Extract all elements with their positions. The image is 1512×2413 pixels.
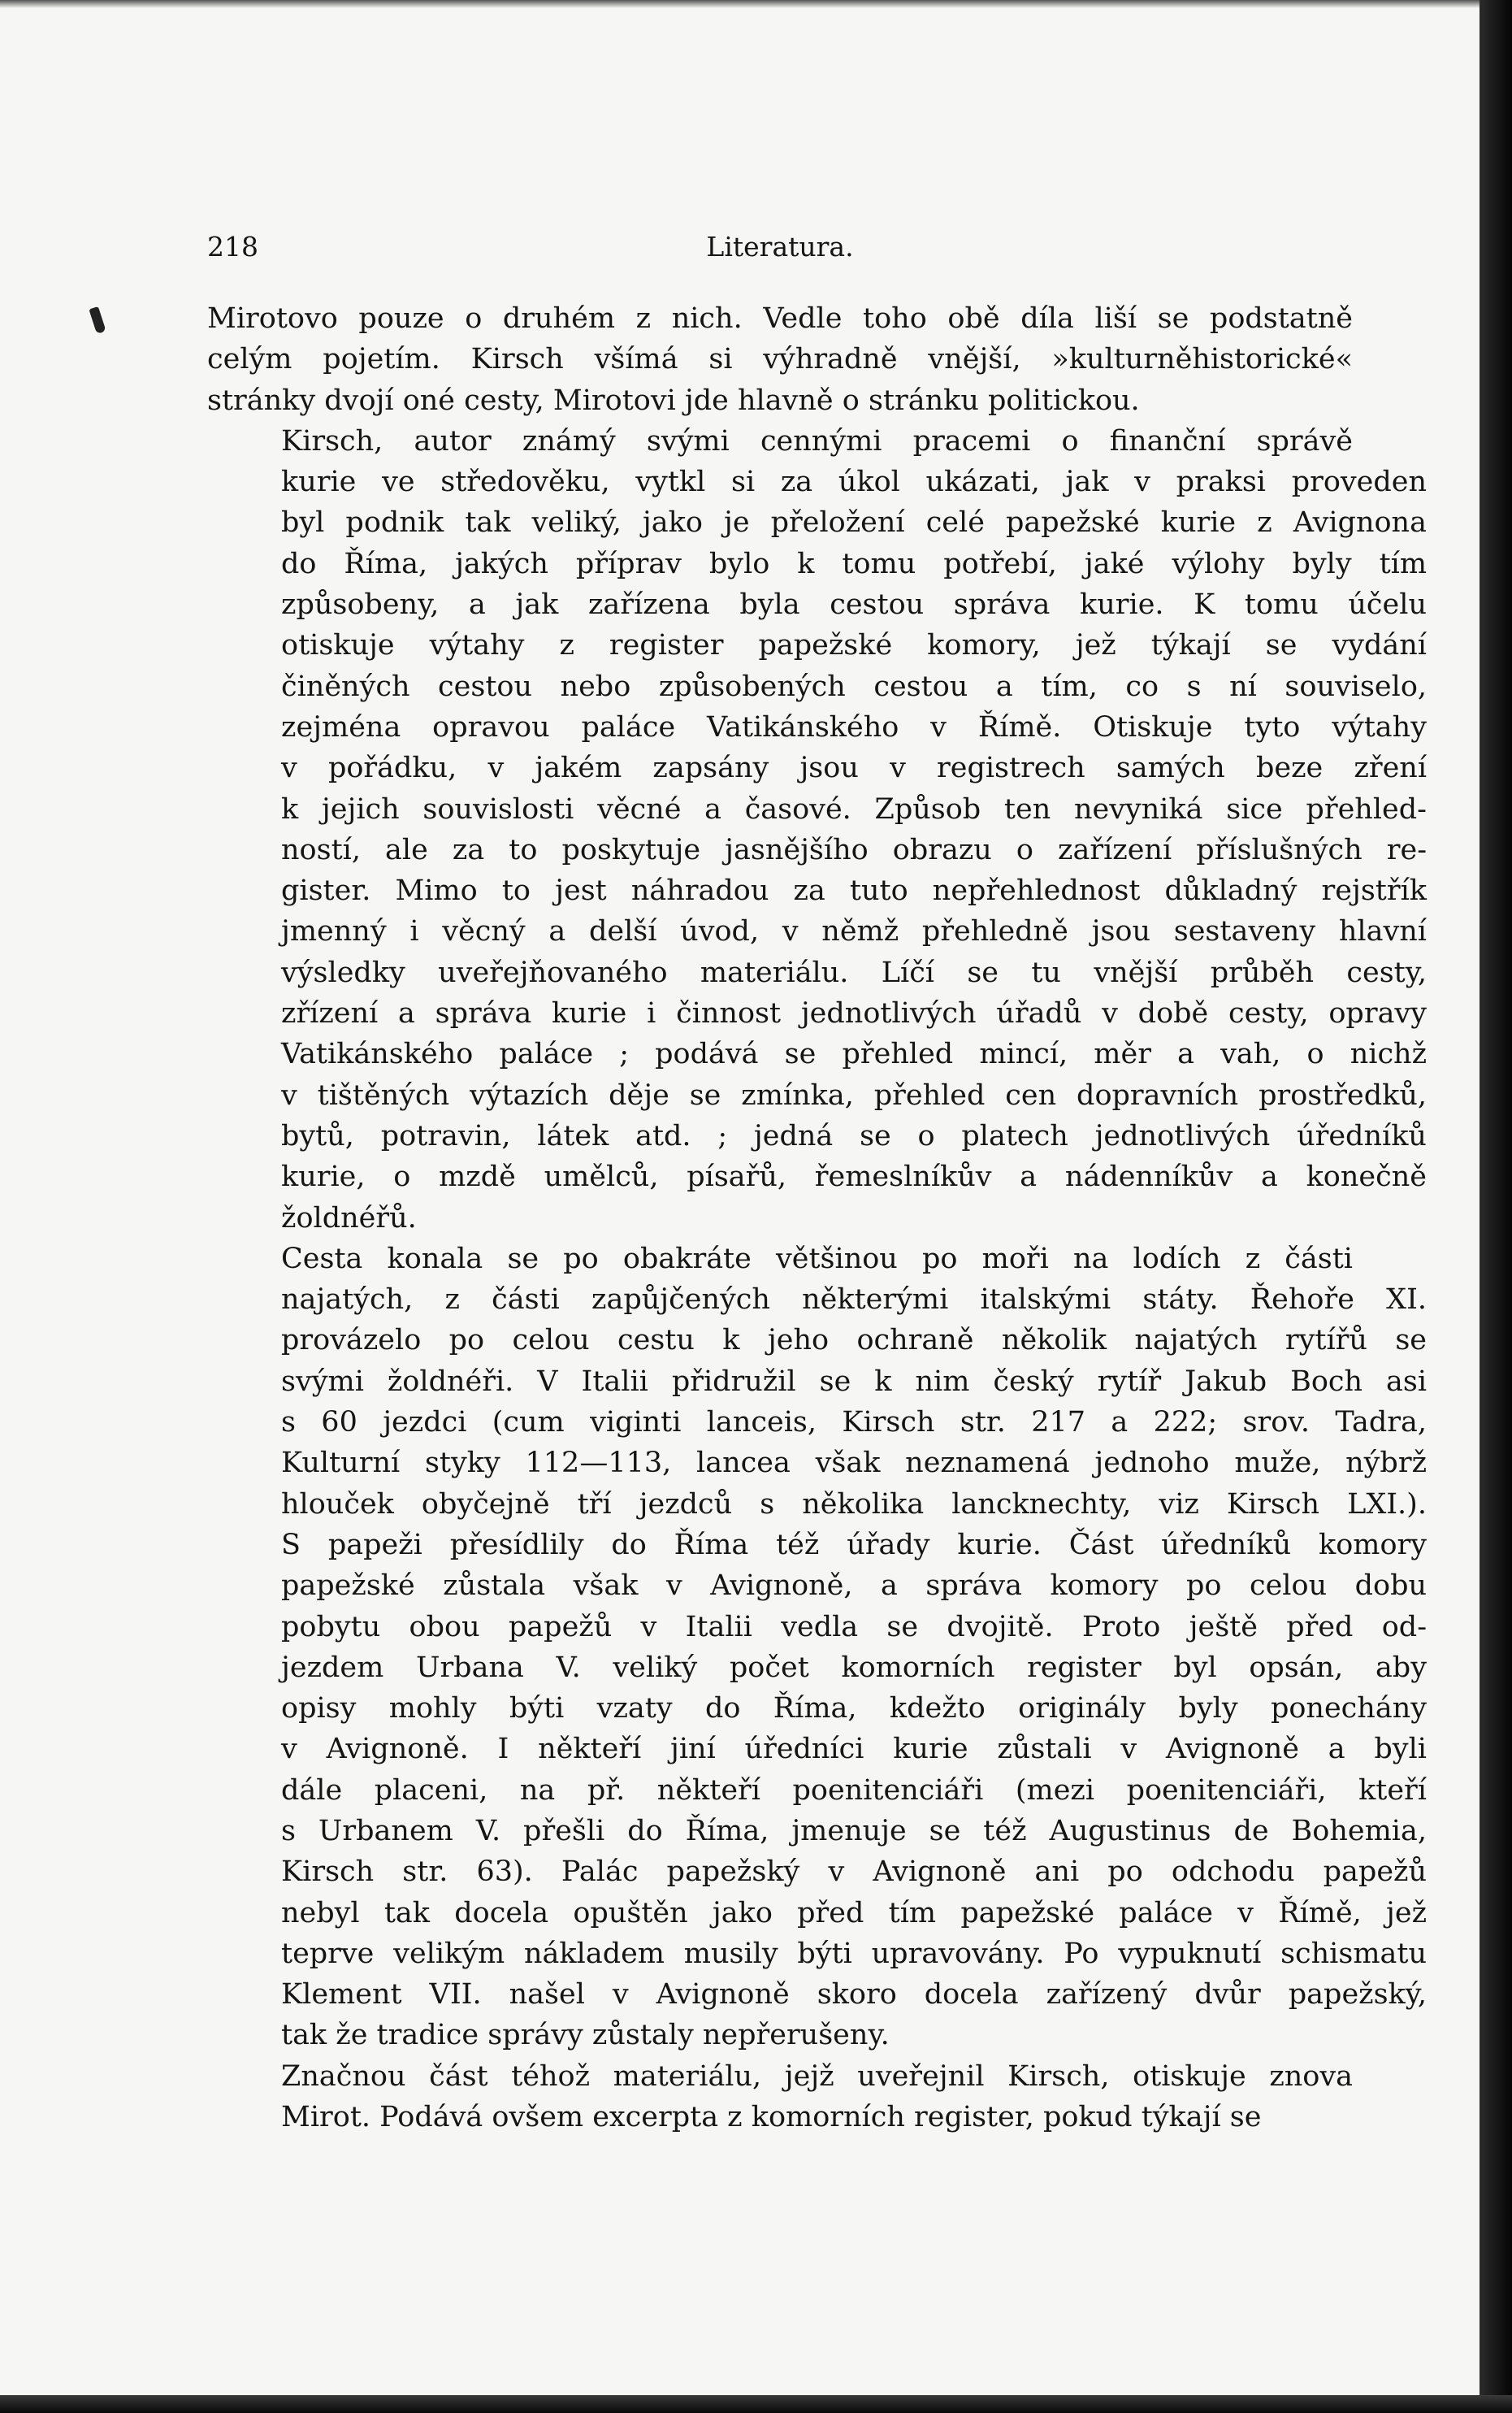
text-line: do Říma, jakých příprav bylo k tomu potřebí, jaké výlohy byly tím (281, 547, 1428, 580)
text-line: Kirsch str. 63). Palác papežský v Avignoně ani po odchodu papežů (281, 1855, 1428, 1889)
text-line: Kirsch, autor známý svými cennými pracemi o finanční správě (281, 424, 1354, 458)
text-line: dále placeni, na př. někteří poenitenciáři (mezi poenitenciáři, kteří (281, 1773, 1427, 1807)
text-line: výsledky uveřejňovaného materiálu. Líčí se tu vnější průběh cesty, (281, 956, 1427, 989)
text-line: Cesta konala se po obakráte většinou po moři na lodích z části (281, 1242, 1353, 1275)
text-line: Mirotovo pouze o druhém z nich. Vedle toho obě díla liší se podstatně (207, 302, 1354, 335)
text-line: v Avignoně. I někteří jiní úředníci kurie zůstali v Avignoně a byli (281, 1733, 1427, 1766)
text-line: Mirot. Podává ovšem excerpta z komorních register, pokud týkají se (281, 2101, 1262, 2134)
margin-ink-mark (89, 306, 106, 334)
text-line: otiskuje výtahy z register papežské komory, jež týkají se vydání (281, 629, 1428, 662)
text-line: způsobeny, a jak zařízena byla cestou správa kurie. K tomu účelu (281, 588, 1427, 622)
body-text (207, 298, 1428, 2137)
text-line: Značnou část téhož materiálu, jejž uveřejnil Kirsch, otiskuje znova (281, 2059, 1354, 2093)
text-line: teprve velikým nákladem musily býti upravovány. Po vypuknutí schismatu (281, 1937, 1427, 1970)
text-line: s Urbanem V. přešli do Říma, jmenuje se též Augustinus de Bohemia, (281, 1814, 1427, 1847)
text-line: zřízení a správa kurie i činnost jednotlivých úřadů v době cesty, opravy (281, 997, 1427, 1031)
text-line: k jejich souvislosti věcné a časové. Způsob ten nevyniká sice přehled- (281, 792, 1427, 826)
text-line: celým pojetím. Kirsch všímá si výhradně vnější, »kulturněhistorické« (207, 343, 1353, 376)
text-line: ností, ale za to poskytuje jasnějšího obrazu o zařízení příslušných re- (281, 833, 1428, 866)
text-line: opisy mohly býti vzaty do Říma, kdežto originály byly ponechány (281, 1692, 1428, 1725)
scan-bottom-edge (0, 2395, 1512, 2413)
section-title: Literatura. (706, 231, 854, 263)
text-line: v tištěných výtazích děje se zmínka, přehled cen dopravních prostředků, (281, 1078, 1428, 1112)
text-line: Kulturní styky 112—113, lancea však neznamená jednoho muže, nýbrž (281, 1447, 1428, 1480)
text-line: žoldnéřů. (281, 1201, 417, 1235)
text-line: jmenný i věcný a delší úvod, v němž přehledně jsou sestaveny hlavní (281, 915, 1427, 948)
text-line: nebyl tak docela opuštěn jako před tím papežské paláce v Římě, jež (281, 1896, 1428, 1929)
text-line: Vatikánského paláce ; podává se přehled mincí, měr a vah, o nichž (281, 1038, 1428, 1071)
text-line: Klement VII. našel v Avignoně skoro docela zařízený dvůr papežský, (281, 1978, 1428, 2012)
text-line: gister. Mimo to jest náhradou za tuto nepřehlednost důkladný rejstřík (281, 874, 1428, 908)
text-line: provázelo po celou cestu k jeho ochraně několik najatých rytířů se (281, 1324, 1428, 1357)
text-line: zejména opravou paláce Vatikánského v Římě. Otiskuje tyto výtahy (281, 710, 1427, 744)
text-line: bytů, potravin, látek atd. ; jedná se o platech jednotlivých úředníků (281, 1119, 1427, 1152)
paragraph (207, 2056, 1353, 2138)
text-line: tak že tradice správy zůstaly nepřerušeny. (281, 2019, 890, 2052)
text-line: S papeži přesídlily do Říma též úřady kurie. Část úředníků komory (281, 1528, 1428, 1561)
text-line: svými žoldnéři. V Italii přidružil se k nim český rytíř Jakub Boch asi (281, 1365, 1428, 1398)
text-block (207, 0, 1428, 2137)
text-line: stránky dvojí oné cesty, Mirotovi jde hlavně o stránku politickou. (207, 384, 1140, 417)
text-line: s 60 jezdci (cum viginti lanceis, Kirsch str. 217 a 222; srov. Tadra, (281, 1406, 1428, 1439)
text-line: činěných cestou nebo způsobených cestou a tím, co s ní souviselo, (281, 670, 1428, 703)
paragraph (207, 421, 1428, 1239)
text-line: pobytu obou papežů v Italii vedla se dvojitě. Proto ještě před od- (281, 1610, 1428, 1643)
page-number: 218 (207, 231, 258, 263)
text-line: hlouček obyčejně tří jezdců s několika lancknechty, viz Kirsch LXI.). (281, 1487, 1427, 1521)
text-line: byl podnik tak veliký, jako je přeložení celé papežské kurie z Avignona (281, 506, 1427, 540)
text-line: kurie ve středověku, vytkl si za úkol ukázati, jak v praksi proveden (281, 466, 1428, 499)
text-line: kurie, o mzdě umělců, písařů, řemeslníkův a nádenníkův a konečně (281, 1161, 1427, 1194)
running-head (207, 218, 1353, 276)
text-line: najatých, z části zapůjčených některými italskými státy. Řehoře XI. (281, 1283, 1428, 1317)
text-line: v pořádku, v jakém zapsány jsou v registrech samých beze zření (281, 752, 1428, 785)
paragraph (207, 298, 1353, 421)
scan-right-edge (1480, 0, 1512, 2413)
paragraph (207, 1239, 1428, 2056)
text-line: papežské zůstala však v Avignoně, a správa komory po celou dobu (281, 1569, 1428, 1603)
text-line: jezdem Urbana V. veliký počet komorních register byl opsán, aby (281, 1651, 1427, 1684)
